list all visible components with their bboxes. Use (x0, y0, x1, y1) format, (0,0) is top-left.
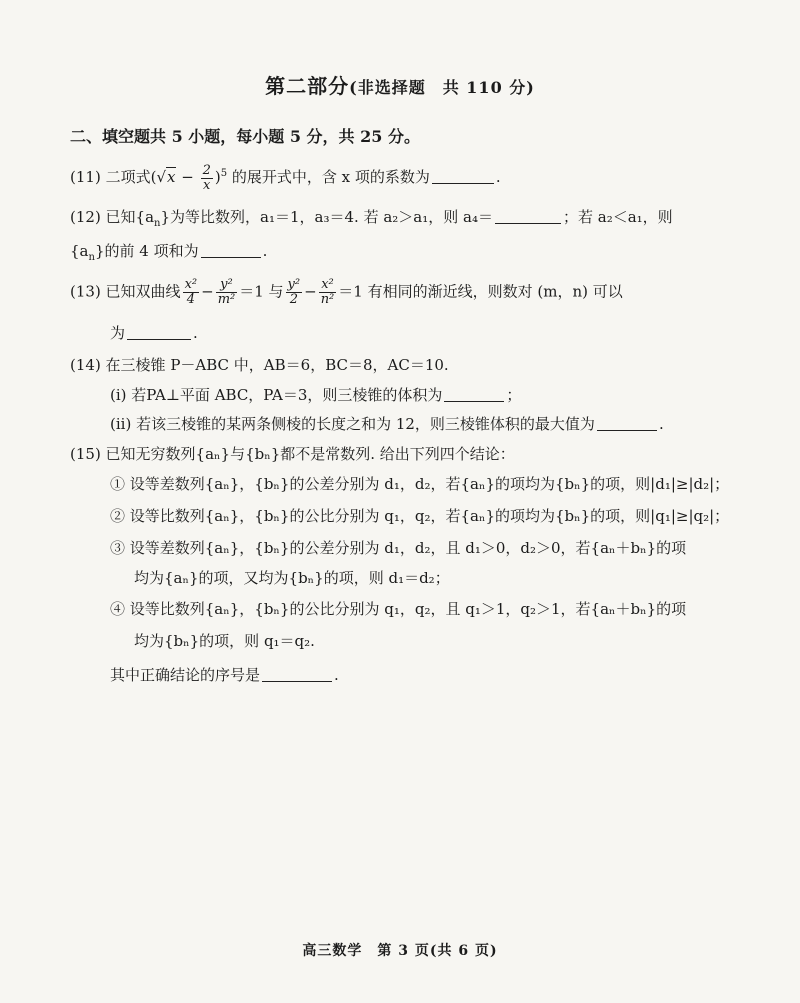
q11-answer-blank[interactable] (432, 167, 494, 184)
q12-line2-mid: }的前 4 项和为 (94, 242, 199, 260)
q11-minus: − (176, 168, 199, 186)
q11-end: . (495, 168, 501, 186)
q13-frac-4 (319, 278, 337, 307)
q11-pre: 二项式( (105, 168, 157, 186)
part-title-subtitle: (非选择题 共 110 分) (349, 78, 535, 97)
q14-ii-answer-blank[interactable] (597, 414, 657, 431)
question-11 (70, 163, 501, 193)
q11-sqrt: √x (156, 168, 176, 186)
q11-post: ) (214, 168, 221, 186)
q13-frac-2-num: y² (216, 278, 238, 293)
q15-conclusion-2: ② 设等比数列{aₙ}，{bₙ}的公比分别为 q₁，q₂，若{aₙ}的项均为{bₙ}的项，则|q₁|≥|q₂|； (110, 507, 730, 525)
question-15-stem: (15) 已知无穷数列{aₙ}与{bₙ}都不是常数列. 给出下列四个结论： (70, 445, 515, 463)
part-title-main: 第二部分 (265, 74, 350, 98)
question-13-line1 (70, 278, 623, 307)
question-14-part-ii (110, 413, 664, 435)
q11-exponent: 5 (220, 168, 228, 179)
q12-answer-blank-2[interactable] (201, 241, 261, 258)
q13-pre: (13) 已知双曲线 (70, 282, 181, 301)
q14-i-text: (i) 若PA⊥平面 ABC，PA＝3，则三棱锥的体积为 (110, 386, 443, 404)
q13-frac-2 (216, 278, 238, 307)
part-title (0, 70, 800, 99)
section-heading: 二、填空题共 5 小题，每小题 5 分，共 25 分。 (70, 127, 420, 146)
page-footer: 高三数学 第 3 页(共 6 页) (302, 943, 498, 959)
q13-answer-blank[interactable] (127, 323, 191, 340)
q15-ask-end: . (334, 666, 339, 684)
q13-frac-1-num: x² (184, 277, 198, 292)
q15-ask-text: 其中正确结论的序号是 (110, 666, 261, 684)
q13-frac-3 (286, 278, 303, 307)
q12-sub-n: n (154, 218, 161, 229)
q11-fraction (201, 164, 213, 193)
q12-line2-pre: {a (70, 242, 89, 260)
q15-answer-blank[interactable] (262, 665, 332, 682)
q15-conclusion-1: ① 设等差数列{aₙ}，{bₙ}的公差分别为 d₁，d₂，若{aₙ}的项均为{bₙ}的项，则|d₁|≥|d₂|； (110, 475, 730, 493)
q15-conclusion-3b: 均为{aₙ}的项，又均为{bₙ}的项，则 d₁＝d₂； (134, 569, 450, 587)
q14-ii-end: . (658, 415, 664, 433)
question-13-line2 (110, 322, 198, 344)
question-14-stem: (14) 在三棱锥 P－ABC 中，AB＝6，BC＝8，AC＝10. (70, 356, 449, 374)
q13-line2-pre: 为 (110, 324, 126, 342)
q12-line1-pre: (12) 已知{a (70, 208, 155, 226)
q13-minus-1: − (201, 282, 214, 301)
q11-number: (11) (70, 168, 101, 186)
q14-i-answer-blank[interactable] (444, 385, 504, 402)
q12-line1-mid: }为等比数列，a₁＝1，a₃＝4. 若 a₂＞a₁，则 a₄＝ (160, 208, 493, 226)
q15-ask (110, 664, 339, 686)
q12-line1-end: ；若 a₂＜a₁，则 (563, 208, 673, 226)
q13-frac-2-den: m² (217, 292, 236, 307)
q14-i-end: ； (506, 386, 522, 404)
question-12-line2 (70, 240, 267, 269)
q15-conclusion-4a: ④ 设等比数列{aₙ}，{bₙ}的公比分别为 q₁，q₂，且 q₁＞1，q₂＞1，若{aₙ＋bₙ}的项 (110, 600, 687, 618)
q11-frac-den: x (203, 177, 211, 193)
q13-frac-1-den: 4 (186, 292, 195, 307)
q13-frac-4-den: n² (320, 292, 335, 307)
q11-sqrt-var: x (167, 168, 176, 186)
q13-tail: ＝1 有相同的渐近线，则数对 (m，n) 可以 (338, 282, 623, 301)
q11-tail: 的展开式中，含 x 项的系数为 (227, 168, 430, 186)
q12-answer-blank-1[interactable] (495, 207, 561, 224)
q14-ii-text: (ii) 若该三棱锥的某两条侧棱的长度之和为 12，则三棱锥体积的最大值为 (110, 415, 595, 433)
q13-eq-1: ＝1 与 (239, 282, 284, 301)
question-12-line1 (70, 206, 673, 235)
q13-line2-end: . (193, 324, 198, 342)
q11-frac-num: 2 (202, 162, 211, 178)
q13-frac-3-den: 2 (289, 292, 298, 307)
q13-frac-4-num: x² (319, 278, 337, 293)
question-14-part-i (110, 384, 521, 406)
q12-line2-end: . (262, 242, 268, 260)
q13-minus-2: − (304, 282, 317, 301)
q15-conclusion-4b: 均为{bₙ}的项，则 q₁＝q₂. (134, 632, 315, 650)
q13-frac-3-num: y² (287, 277, 301, 292)
q13-frac-1 (183, 278, 200, 307)
q12-line2-sub-n: n (88, 252, 95, 263)
q15-conclusion-3a: ③ 设等差数列{aₙ}，{bₙ}的公差分别为 d₁，d₂，且 d₁＞0，d₂＞0，若{aₙ＋bₙ}的项 (110, 539, 687, 557)
